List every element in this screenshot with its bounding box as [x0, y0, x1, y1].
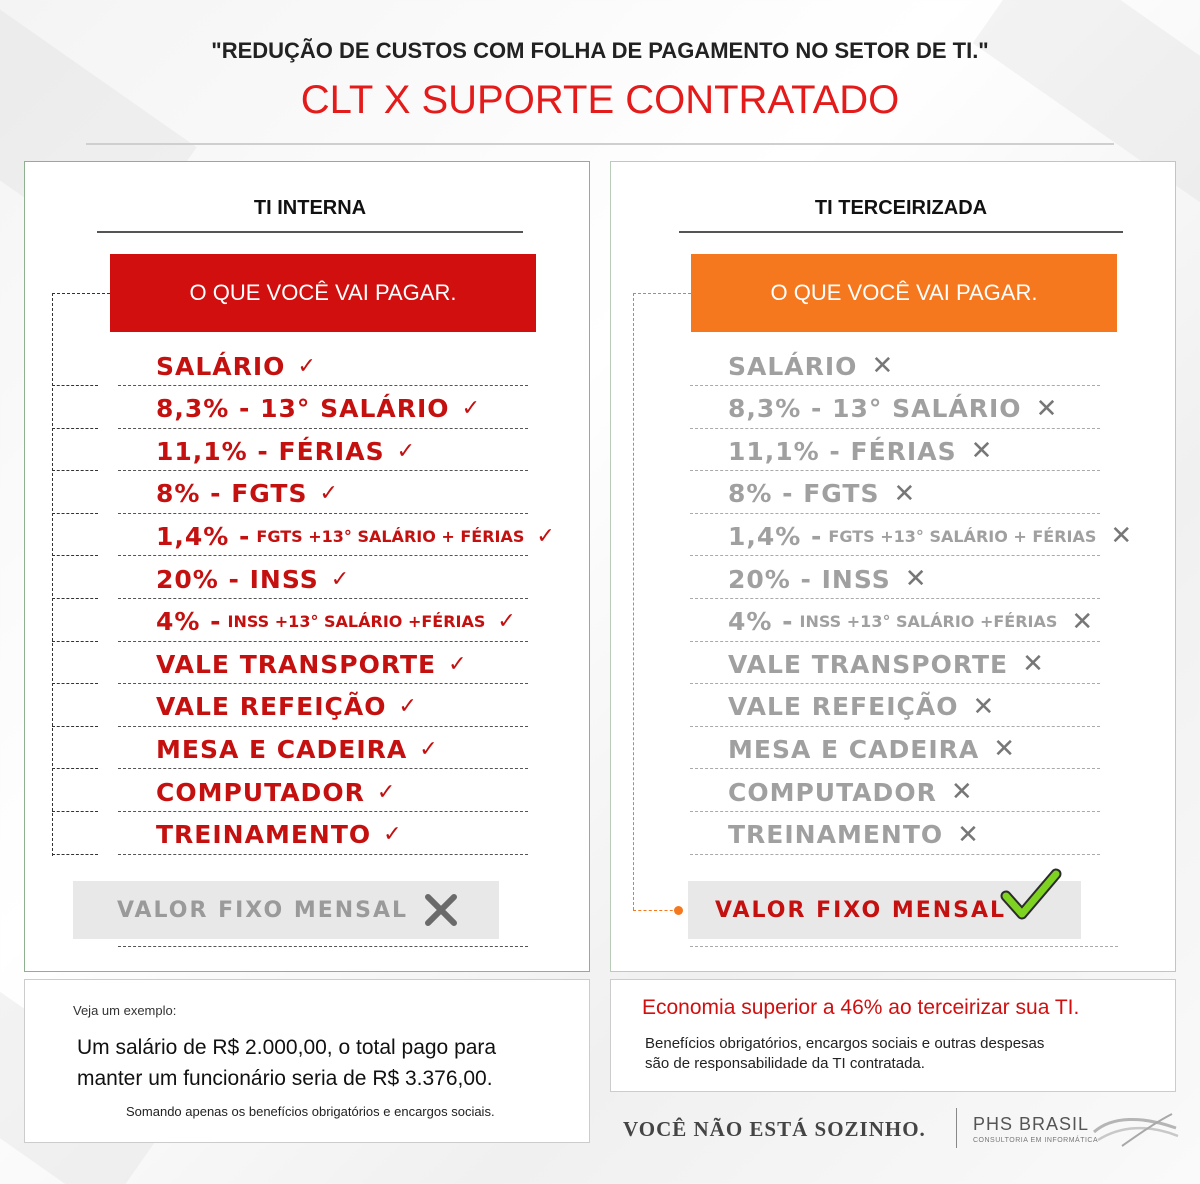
item-divider [118, 641, 528, 642]
check-icon: ✓ [461, 396, 481, 422]
item-divider [118, 385, 528, 386]
bracket-tick [52, 513, 98, 514]
bracket-tick [52, 726, 98, 727]
bracket-tick [52, 854, 98, 855]
fixed-monthly-label: VALOR FIXO MENSAL [715, 897, 1007, 923]
item-divider [690, 598, 1100, 599]
cost-item [728, 686, 995, 728]
cost-item [156, 601, 517, 643]
example-label: Veja um exemplo: [73, 1003, 177, 1018]
item-divider [690, 641, 1100, 642]
cost-item-label: SALÁRIO [728, 351, 858, 381]
cost-item [728, 430, 993, 472]
cost-item [156, 515, 556, 557]
economy-title: Economia superior a 46% ao terceirizar sua TI. [642, 996, 1080, 1019]
x-icon: ✕ [893, 478, 917, 509]
example-line: manter um funcionário seria de R$ 3.376,00. [77, 1067, 493, 1090]
bracket-tick [52, 555, 98, 556]
bracket-tick [52, 598, 98, 599]
check-icon: ✓ [497, 609, 517, 635]
cost-item-label: TREINAMENTO [728, 820, 944, 850]
item-divider [118, 768, 528, 769]
item-divider [690, 470, 1100, 471]
bracket-tick [52, 811, 98, 812]
cost-item-label: 11,1% - FÉRIAS [156, 436, 385, 466]
cost-item-label: COMPUTADOR [728, 777, 937, 807]
cost-item-label: VALE TRANSPORTE [728, 649, 1009, 679]
bracket-line [52, 293, 53, 856]
bracket-tick [52, 641, 98, 642]
cost-item-detail: FGTS +13° SALÁRIO + FÉRIAS [256, 526, 525, 546]
item-divider [118, 598, 528, 599]
cost-item-label: VALE REFEIÇÃO [728, 692, 959, 722]
item-divider [690, 555, 1100, 556]
cost-item-label: 1,4% - [156, 521, 251, 551]
bracket-tick [52, 768, 98, 769]
x-icon: ✕ [993, 734, 1017, 765]
cost-item-label: 8,3% - 13° SALÁRIO [156, 394, 450, 424]
item-divider [118, 811, 528, 812]
check-icon [1000, 866, 1062, 929]
logo-separator [956, 1108, 957, 1148]
cost-item [728, 558, 928, 600]
example-line: Um salário de R$ 2.000,00, o total pago para [77, 1036, 497, 1059]
cost-item-label: MESA E CADEIRA [728, 734, 980, 764]
item-divider [118, 470, 528, 471]
x-icon: ✕ [1035, 393, 1059, 424]
cost-item [156, 728, 439, 770]
cost-item [156, 643, 468, 685]
pay-banner: O QUE VOCÊ VAI PAGAR. [110, 254, 536, 332]
cost-item-label: 8,3% - 13° SALÁRIO [728, 394, 1022, 424]
connector-dot [674, 906, 683, 915]
item-divider [690, 768, 1100, 769]
item-divider [690, 683, 1100, 684]
economy-text: Benefícios obrigatórios, encargos sociais e outras despesas [645, 1035, 1045, 1052]
cost-item-label: 4% - [156, 607, 222, 637]
cost-item-detail: FGTS +13° SALÁRIO + FÉRIAS [828, 526, 1097, 546]
item-divider [118, 946, 528, 947]
cost-item [728, 728, 1016, 770]
cost-item [728, 643, 1045, 685]
cost-item [728, 388, 1058, 430]
check-icon: ✓ [398, 694, 418, 720]
ti-interna-heading: TI INTERNA [253, 197, 367, 219]
bracket-tick [52, 428, 98, 429]
bracket-tick [52, 293, 110, 294]
item-divider [690, 385, 1100, 386]
check-icon: ✓ [330, 566, 351, 592]
cost-item [728, 473, 916, 515]
bracket-tick [52, 683, 98, 684]
infographic-subtitle: "REDUÇÃO DE CUSTOS COM FOLHA DE PAGAMENTO NO SETOR DE TI." [211, 38, 989, 63]
cost-item-label: COMPUTADOR [156, 777, 365, 807]
item-divider [690, 428, 1100, 429]
cost-item-label: VALE TRANSPORTE [156, 649, 437, 679]
cost-item [156, 345, 317, 387]
x-icon: ✕ [1110, 521, 1134, 552]
bracket-tick [52, 385, 98, 386]
cost-item-label: 11,1% - FÉRIAS [728, 436, 957, 466]
cost-item-label: 20% - INSS [156, 564, 319, 594]
item-divider [118, 726, 528, 727]
x-icon: ✕ [972, 691, 996, 722]
cost-item-label: 4% - [728, 607, 794, 637]
heading-divider [97, 231, 523, 233]
cost-item [728, 345, 894, 387]
check-icon: ✓ [319, 481, 339, 507]
item-divider [690, 513, 1100, 514]
cost-item [156, 473, 339, 515]
item-divider [690, 811, 1100, 812]
check-icon: ✓ [396, 438, 417, 464]
item-divider [690, 946, 1118, 947]
cost-item [728, 771, 974, 813]
x-icon: ✕ [904, 564, 928, 594]
company-logo-name: PHS BRASIL [973, 1114, 1090, 1134]
cost-item-label: 20% - INSS [728, 564, 891, 594]
check-icon: ✓ [297, 353, 317, 379]
cost-item [156, 771, 396, 813]
cost-item [728, 814, 980, 856]
ti-terceirizada-heading: TI TERCEIRIZADA [814, 197, 988, 219]
item-divider [690, 726, 1100, 727]
x-icon: ✕ [871, 351, 895, 381]
item-divider [118, 683, 528, 684]
check-icon: ✓ [448, 651, 468, 677]
x-icon: ✕ [1071, 606, 1095, 637]
cost-item-label: MESA E CADEIRA [156, 734, 408, 764]
fixed-monthly-label: VALOR FIXO MENSAL [117, 897, 409, 923]
logo-swoosh-icon [1092, 1110, 1180, 1155]
connector-line [633, 293, 691, 294]
cost-item [156, 430, 416, 472]
connector-line [633, 293, 634, 910]
cost-item [156, 686, 418, 728]
cost-item-detail: INSS +13° SALÁRIO +FÉRIAS [227, 612, 486, 632]
company-logo-subtitle: CONSULTORIA EM INFORMÁTICA [973, 1137, 1099, 1144]
cost-item-label: VALE REFEIÇÃO [156, 692, 387, 722]
check-icon: ✓ [419, 736, 439, 762]
infographic-title: CLT X SUPORTE CONTRATADO [300, 78, 900, 122]
check-icon: ✓ [376, 779, 397, 805]
title-divider [86, 143, 1114, 145]
cost-item-detail: INSS +13° SALÁRIO +FÉRIAS [799, 612, 1058, 632]
x-icon: ✕ [1022, 649, 1045, 680]
example-note: Somando apenas os benefícios obrigatórios e encargos sociais. [126, 1104, 495, 1119]
check-icon: ✓ [383, 822, 403, 848]
heading-divider [679, 231, 1123, 233]
cost-item [156, 558, 350, 600]
x-icon [424, 893, 458, 927]
bracket-tick [52, 470, 98, 471]
x-icon: ✕ [970, 436, 994, 467]
cost-item-label: 8% - FGTS [156, 479, 308, 509]
cost-item-label: 1,4% - [728, 521, 823, 551]
cost-item-label: 8% - FGTS [728, 479, 880, 509]
check-icon: ✓ [536, 523, 556, 549]
economy-text: são de responsabilidade da TI contratada. [645, 1055, 925, 1072]
item-divider [118, 555, 528, 556]
connector-line [633, 910, 678, 911]
cost-item [156, 814, 403, 856]
item-divider [118, 854, 528, 855]
cost-item-label: TREINAMENTO [156, 820, 372, 850]
cost-item-label: SALÁRIO [156, 351, 286, 381]
slogan: VOCÊ NÃO ESTÁ SOZINHO. [623, 1117, 926, 1141]
fixed-monthly-box [73, 881, 499, 939]
item-divider [690, 854, 1100, 855]
x-icon: ✕ [957, 819, 980, 850]
x-icon: ✕ [950, 777, 974, 807]
item-divider [118, 513, 528, 514]
item-divider [118, 428, 528, 429]
pay-banner: O QUE VOCÊ VAI PAGAR. [691, 254, 1117, 332]
cost-item [156, 388, 481, 430]
cost-item [728, 515, 1133, 557]
cost-item [728, 601, 1094, 643]
